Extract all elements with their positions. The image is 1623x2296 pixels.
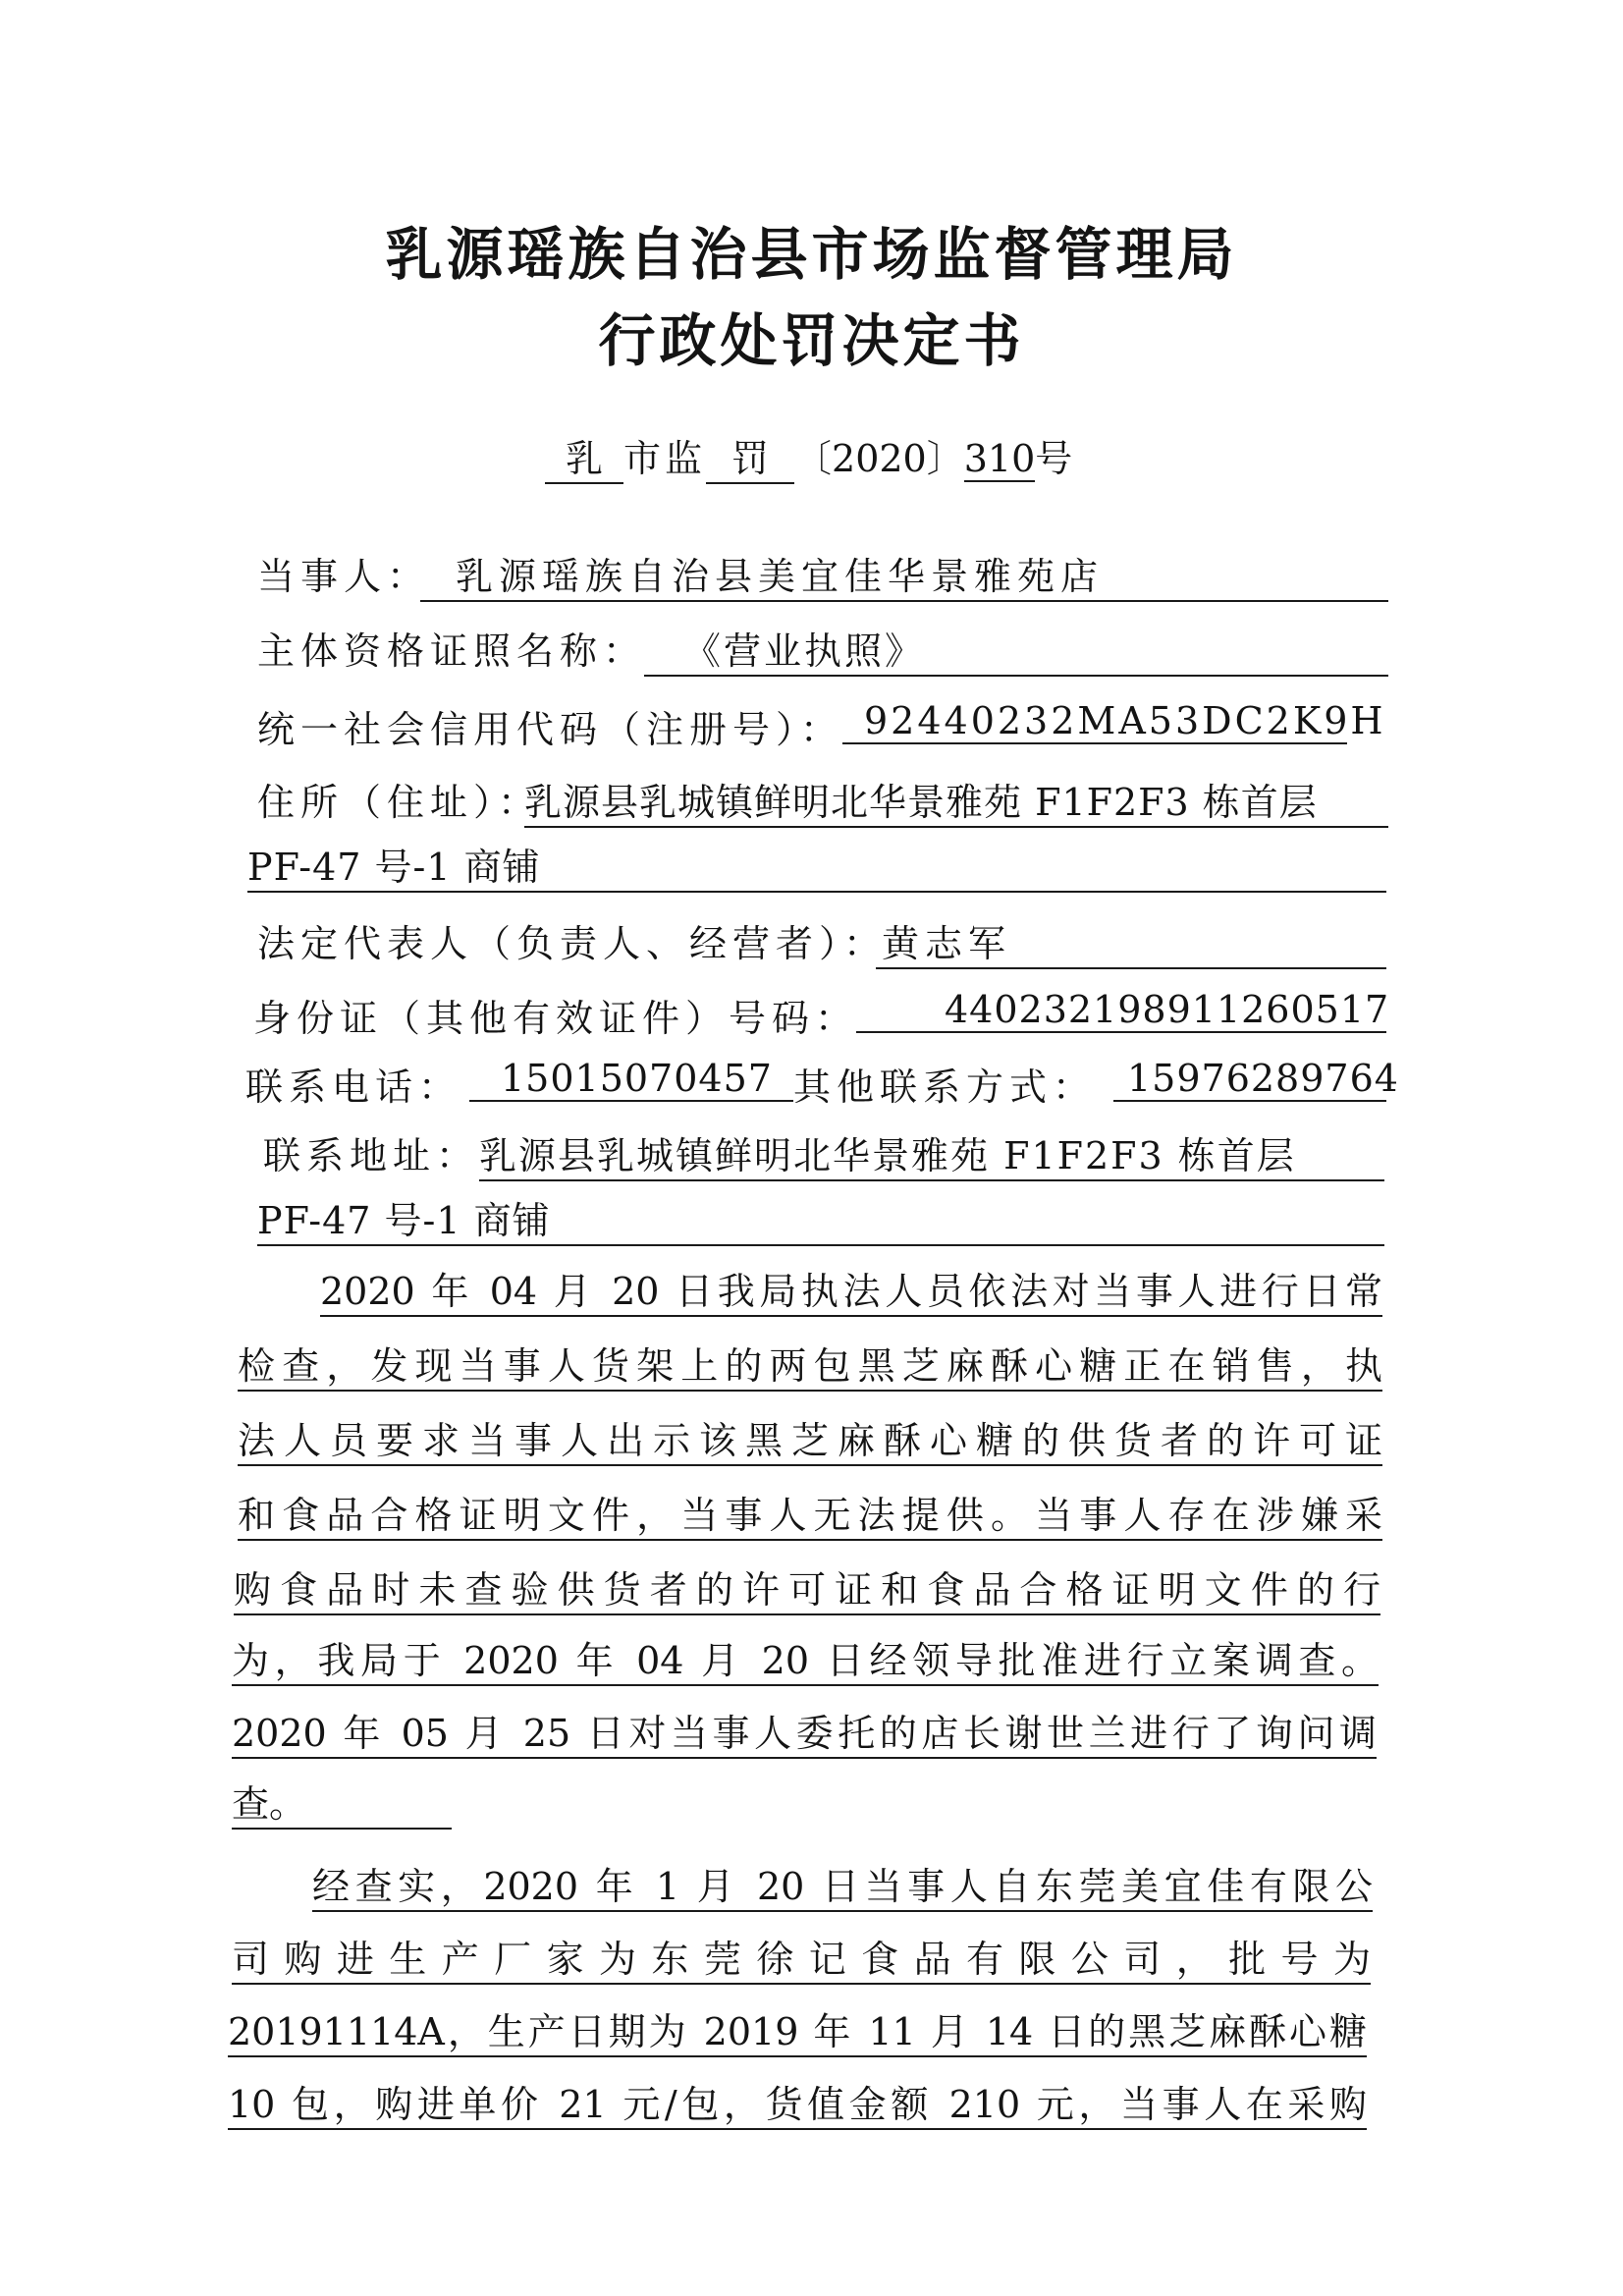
contact-address-line2: PF-47 号-1 商铺 [257, 1199, 551, 1242]
paragraph2-line: 20191114A，生产日期为 2019 年 11 月 14 日的黑芝麻酥心糖 [228, 2001, 1367, 2057]
legal-rep-field [876, 913, 1386, 969]
doc-number-suffix: 号 [1035, 437, 1073, 480]
paragraph1-line: 购食品时未查验供货者的许可证和食品合格证明文件的行 [234, 1559, 1380, 1615]
contact-address-line1: 乳源县乳城镇鲜明北华景雅苑 F1F2F3 栋首层 [479, 1134, 1296, 1177]
id-number-label: 身份证（其他有效证件）号码： [253, 997, 859, 1040]
paragraph1-line: 法人员要求当事人出示该黑芝麻酥心糖的供货者的许可证 [238, 1410, 1382, 1466]
other-contact-label: 其他联系方式： [793, 1066, 1097, 1109]
address-field-line1 [524, 772, 1388, 828]
id-number: 440232198911260517 [945, 988, 1390, 1031]
license-field [644, 621, 1388, 677]
address-field-line2 [247, 837, 1386, 893]
doc-number-year: 〔2020〕 [794, 437, 964, 480]
paragraph1-line: 为，我局于 2020 年 04 月 20 日经领导批准进行立案调查。 [232, 1630, 1379, 1686]
doc-number-num: 310 [963, 437, 1036, 480]
phone-field [469, 1057, 793, 1102]
credit-code-label: 统一社会信用代码（注册号）： [257, 708, 844, 751]
legal-rep: 黄志军 [882, 922, 1012, 965]
paragraph1-line: 2020 年 04 月 20 日我局执法人员依法对当事人进行日常 [320, 1261, 1382, 1317]
party-name-field [420, 546, 1388, 602]
agency-title: 乳源瑶族自治县市场监督管理局 [385, 221, 1238, 288]
paragraph1-line: 查。 [232, 1774, 452, 1830]
contact-address-field-line1 [479, 1125, 1384, 1181]
document-type-title: 行政处罚决定书 [598, 307, 1025, 374]
doc-number-mid2: 罚 [706, 428, 794, 484]
party-name-label: 当事人： [257, 555, 431, 598]
paragraph2-line: 10 包，购进单价 21 元/包，货值金额 210 元，当事人在采购 [228, 2074, 1367, 2130]
license-label: 主体资格证照名称： [257, 629, 647, 673]
phone-number: 15015070457 [501, 1057, 773, 1100]
paragraph1-line: 检查，发现当事人货架上的两包黑芝麻酥心糖正在销售，执 [238, 1336, 1382, 1392]
paragraph2-line: 经查实，2020 年 1 月 20 日当事人自东莞美宜佳有限公 [312, 1856, 1373, 1912]
license-name: 《营业执照》 [683, 629, 926, 673]
other-contact: 15976289764 [1127, 1057, 1399, 1100]
contact-address-label: 联系地址： [263, 1134, 480, 1177]
credit-code-field [842, 699, 1386, 744]
address-label: 住所（住址）： [257, 781, 542, 824]
party-name: 乳源瑶族自治县美宜佳华景雅苑店 [456, 555, 1105, 598]
paragraph2-line: 司购进生产厂家为东莞徐记食品有限公司，批号为 [232, 1929, 1371, 1985]
paragraph1-line: 2020 年 05 月 25 日对当事人委托的店长谢世兰进行了询问调 [232, 1703, 1377, 1759]
id-number-field [856, 988, 1390, 1033]
doc-number-mid1: 市监 [623, 437, 707, 480]
address-line1: 乳源县乳城镇鲜明北华景雅苑 F1F2F3 栋首层 [524, 781, 1318, 824]
legal-rep-label: 法定代表人（负责人、经营者）： [257, 922, 888, 965]
contact-address-field-line2 [257, 1190, 1384, 1246]
paragraph1-line: 和食品合格证明文件，当事人无法提供。当事人存在涉嫌采 [238, 1485, 1382, 1541]
address-line2: PF-47 号-1 商铺 [247, 846, 541, 889]
other-contact-field [1113, 1057, 1399, 1102]
doc-number-prefix: 乳 [545, 428, 623, 484]
document-number [545, 428, 1072, 484]
credit-code: 92440232MA53DC2K9H [864, 699, 1386, 742]
phone-label: 联系电话： [245, 1066, 462, 1109]
